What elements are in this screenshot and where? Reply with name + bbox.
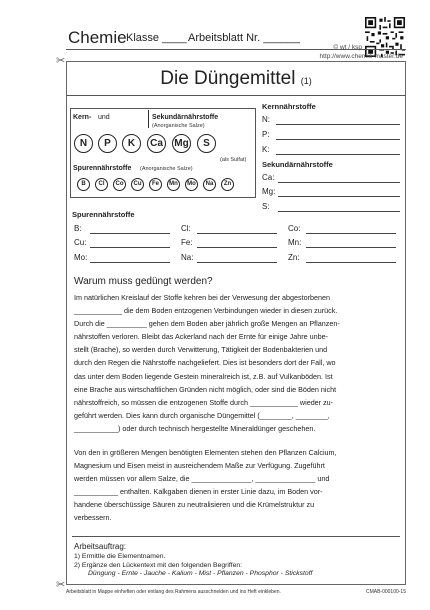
- spuren-field-co[interactable]: [306, 233, 396, 234]
- title-number: (1): [300, 76, 312, 86]
- spuren-label-b: B:: [74, 224, 82, 233]
- class-field: [126, 32, 187, 44]
- element-ca-circle: Ca: [147, 134, 166, 153]
- sek-field-s[interactable]: [278, 211, 400, 212]
- anorganisch-note: (Anorganische Salze): [152, 123, 205, 129]
- element-p-circle: P: [98, 134, 117, 153]
- class-label: Klasse: [126, 32, 160, 44]
- sek-field-label-mg: Mg:: [262, 187, 276, 196]
- spuren-field-cl[interactable]: [197, 233, 277, 234]
- copyright-text: © wt / ksp: [333, 44, 362, 51]
- paragraph-line: ___________) oder durch technisch hergestellte Mineraldünger geschehen.: [74, 423, 316, 433]
- element-cl-circle: Cl: [95, 178, 108, 191]
- spuren-field-mo[interactable]: [90, 262, 170, 263]
- element-fe-circle: Fe: [149, 178, 162, 191]
- paragraph-line: stellt (Brache), so werden durch Verwitterung, Tätigkeit der Bodenbakterien und: [74, 345, 328, 355]
- spuren-field-b[interactable]: [90, 233, 170, 234]
- paragraph-line: durch den Regen die Nährstoffe nachgeliefert. Dies ist besonders dort der Fall, wo: [74, 358, 336, 368]
- spuren-label-mo: Mo:: [74, 253, 88, 262]
- paragraph-line: ___________ enthalten. Kalkgaben dienen in erster Linie dazu, im Boden vor-: [74, 487, 323, 497]
- paragraph-line: ____________ die dem Boden entzogenen Verbindungen wieder in diesen zurück.: [74, 306, 338, 316]
- footer-code: CMAB-000100-15: [365, 589, 406, 595]
- element-zn-circle: Zn: [221, 178, 234, 191]
- paragraph-line: Im natürlichen Kreislauf der Stoffe kehren bei der Verwesung der abgestorbenen: [74, 293, 330, 302]
- subject-title: Chemie: [68, 28, 127, 47]
- spuren-label-mn: Mn:: [288, 238, 302, 247]
- element-co-circle: Co: [113, 178, 126, 191]
- source-url: http://www.chemie-master.de: [319, 53, 403, 60]
- element-mo-circle: Mo: [185, 178, 198, 191]
- sheet-number-field: [188, 32, 300, 44]
- task-rule: [72, 536, 400, 537]
- kern-section-title: Kernnährstoffe: [262, 102, 316, 111]
- spuren-field-fe[interactable]: [197, 247, 277, 248]
- footer-note: Arbeitsblatt in Mappe einheften oder entlang des Rahmens ausschneiden und ins Heft einkleben.: [66, 589, 281, 595]
- paragraph-line: geführt werden. Dies kann durch organische Düngemittel (________, ________,: [74, 410, 330, 420]
- paragraph-line: nährstoffen verloren. Bleibt das Ackerland nach der Ernte für einige Jahre unbe-: [74, 332, 328, 342]
- task-terms: Düngung - Ernte - Jauche - Kalium - Mist - Pflanzen - Phosphor - Stickstoff: [88, 570, 313, 577]
- element-mg-circle: Mg: [172, 134, 191, 153]
- title-text: Die Düngemittel: [160, 68, 296, 89]
- kern-field-label-p: P:: [262, 130, 270, 139]
- paragraph-line: Durch die __________ gehen dem Boden aber jährlich große Mengen an Pflanzen-: [74, 319, 340, 329]
- sheet-blank: ______: [263, 32, 300, 44]
- spuren-anorganisch-note: (Anorganische Salze): [140, 166, 193, 172]
- spuren-label-fe: Fe:: [181, 238, 193, 247]
- paragraph-line: werden müssen vor allem Salze, die _______________, _______________ und: [74, 474, 330, 484]
- sulfat-note: (als Sulfat): [220, 157, 247, 163]
- sek-field-label-ca: Ca:: [262, 173, 275, 182]
- spuren-label: Spurennährstoffe: [73, 165, 132, 172]
- spuren-label-cl: Cl:: [181, 224, 191, 233]
- arbeitsauftrag-title: Arbeitsauftrag:: [74, 542, 127, 551]
- scissors-icon: ✂: [56, 579, 66, 591]
- spuren-label-cu: Cu:: [74, 238, 87, 247]
- paragraph-line: verbessern.: [74, 513, 112, 523]
- element-na-circle: Na: [203, 178, 216, 191]
- paragraph-two: [74, 446, 396, 525]
- paragraph-line: Von den in größeren Mengen benötigten Elementen stehen den Pflanzen Calcium,: [74, 448, 337, 457]
- paragraph-line: das unter dem Boden liegende Gestein mineralreich ist, z.B. auf Vulkanböden. Ist: [74, 371, 333, 381]
- sek-field-mg[interactable]: [278, 196, 400, 197]
- element-cu-circle: Cu: [131, 178, 144, 191]
- element-n-circle: N: [74, 134, 93, 153]
- sekundaer-label: Sekundärnährstoffe: [152, 114, 219, 121]
- und-label: und: [98, 114, 110, 121]
- paragraph-one: [74, 291, 396, 435]
- kern-field-n[interactable]: [276, 124, 400, 125]
- paragraph-line: eine Brache aus wirtschaftlichen Gründen nicht möglich, oder sind die Böden nicht: [74, 384, 337, 394]
- spuren-label-zn: Zn:: [288, 253, 300, 262]
- spuren-field-mn[interactable]: [306, 247, 396, 248]
- sheet-label: Arbeitsblatt Nr.: [188, 32, 261, 44]
- element-b-circle: B: [77, 178, 90, 191]
- spuren-section-title: Spurennährstoffe: [72, 210, 135, 219]
- spuren-field-zn[interactable]: [306, 262, 396, 263]
- scissors-icon: ✂: [56, 55, 66, 67]
- element-s-circle: S: [197, 134, 216, 153]
- pse-divider: [148, 110, 149, 128]
- section-question: Warum muss gedüngt werden?: [74, 276, 213, 287]
- task-two: 2) Ergänze den Lückentext mit den folgenden Begriffen:: [74, 562, 243, 569]
- title-rule: [66, 95, 406, 96]
- task-one: 1) Ermittle die Elementnamen.: [74, 553, 166, 560]
- element-k-circle: K: [122, 134, 141, 153]
- kern-field-k[interactable]: [276, 154, 400, 155]
- sekundaer-section-title: Sekundärnährstoffe: [262, 160, 333, 169]
- spuren-field-na[interactable]: [197, 262, 277, 263]
- spuren-field-cu[interactable]: [90, 247, 170, 248]
- kern-field-p[interactable]: [276, 139, 400, 140]
- sek-field-ca[interactable]: [278, 182, 400, 183]
- page-title: [66, 68, 406, 90]
- qr-code-icon: [365, 17, 405, 57]
- spuren-label-na: Na:: [181, 253, 194, 262]
- paragraph-line: Magnesium und Eisen meist in ausreichendem Maße zur Verfügung. Zugeführt: [74, 461, 325, 471]
- class-blank: ____: [162, 32, 187, 44]
- kern-field-label-k: K:: [262, 145, 270, 154]
- kern-label: Kern-: [73, 114, 92, 121]
- sek-field-label-s: S:: [262, 202, 270, 211]
- kern-field-label-n: N:: [262, 115, 270, 124]
- element-mn-circle: Mn: [167, 178, 180, 191]
- header-rule: [66, 49, 406, 50]
- spuren-label-co: Co:: [288, 224, 301, 233]
- paragraph-line: handene überschüssige Säuren zu neutralisieren und die Krümelstruktur zu: [74, 500, 315, 510]
- paragraph-line: nährstoffreich, so müssen die entzogenen Stoffe durch ____________ wieder zu-: [74, 397, 334, 407]
